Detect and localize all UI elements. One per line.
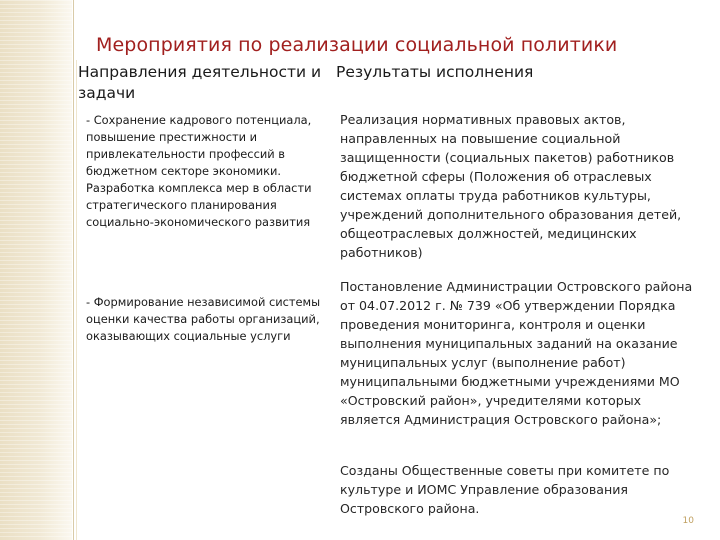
decorative-divider — [73, 0, 74, 540]
decorative-divider-inner — [76, 60, 77, 540]
column-header-results: Результаты исполнения — [336, 63, 534, 81]
result-item: Постановление Администрации Островского района от 04.07.2012 г. № 739 «Об утверждении Порядка проведения мониторинга, контроля и оценки выполнения муниципальных заданий на оказание муниципальных услуг (выполнение работ) муниципальными бюджетными учреждениями МО «Островский район», учредителями которых является Администрация Островского района»; — [340, 279, 693, 427]
task-item: - Формирование независимой системы оценки качества работы организаций, оказывающих социальные услуги — [86, 295, 321, 343]
result-item: Реализация нормативных правовых актов, направленных на повышение социальной защищенности (социальных пакетов) работников бюджетной сферы (Положения об отраслевых системах оплаты труда работников культуры, учреждений дополнительного образования детей, общеотраслевых должностей, медицинских работников) — [340, 112, 682, 260]
column-header-tasks: Направления деятельности и задачи — [78, 63, 322, 102]
result-item: Созданы Общественные советы при комитете по культуре и ИОМС Управление образования Островского района. — [340, 463, 670, 516]
slide-title: Мероприятия по реализации социальной политики — [96, 34, 618, 56]
page-number: 10 — [682, 516, 694, 526]
task-item: - Сохранение кадрового потенциала, повышение престижности и привлекательности профессий в бюджетном секторе экономики. Разработка комплекса мер в области стратегического планирования социально-экономического развития — [86, 113, 312, 229]
decorative-side-band — [0, 0, 72, 540]
